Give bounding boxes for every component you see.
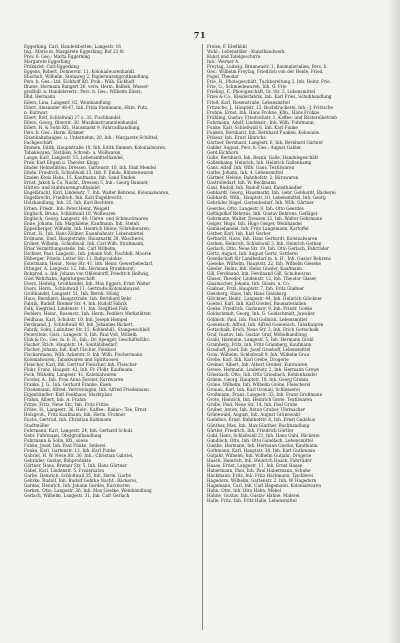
- directory-entry: Inh.: Werner A.: [207, 59, 240, 65]
- directory-entry: Gesellschaft für Landbedarf m. b. H., Inh. Gustav Behrens: [207, 255, 331, 261]
- directory-entry: Gebrüder Nagel, Gartenbedarf, Inh. Wilh. Gärtner: [207, 200, 314, 206]
- directory-entry: Friseur, Inh. Ernst Hinrichs: [207, 134, 266, 140]
- directory-entry: Fritze, Fritz, Neue Str., Inh. Fritz Fritze: [24, 402, 109, 408]
- directory-entry: Pers. h. Ges.: Herm. Krämer: [24, 129, 85, 135]
- directory-entry: Englisch, Georg, Langestr. 40, Uhren- und Schmuckwaren: [24, 215, 149, 221]
- directory-entry: Haase, Ernst, Langestr. 11, Inh. Ernst Haase: [207, 462, 303, 468]
- column-divider: [202, 44, 203, 630]
- directory-entry: Gabler, August, Pers. h. Ges.: August Gabler,: [207, 144, 302, 150]
- directory-entry: Galle, Bernhard, Inh. Bernh. Galle, Handelsgeschäft: [207, 155, 319, 161]
- directory-entry: Eilers, Georg, Oberstr. 30, Musikinstrumentenhandel: [24, 119, 138, 125]
- directory-entry: Frie, H., Photogeschäft, Tuchbereitung 2, Inh. Heinr. Frie,: [207, 79, 332, 85]
- directory-entry: Gemüsehandel, Inh. Fritz Langemann, Kartoffel: [207, 225, 309, 231]
- directory-entry: Ernst, H., Inh. Hans Zöllner, Eisenbahnstr. Lebensmittel: [24, 230, 144, 236]
- directory-entry: Feldhaus, Karl, Schulstr. 10, Inh. Joseph Hempel: [24, 316, 128, 322]
- directory-entry: Gaul, Rudolf, Inh. Rudolf Gaul, Kunsthändler: [207, 185, 303, 191]
- directory-entry: Hütten- und Stahlwarengroßhandel: [24, 185, 100, 191]
- directory-entry: Eigenhändler: Karl Fenkhaus, Marktplatz: [24, 392, 113, 398]
- directory-entry: Fabrik, Rudolf, Bremer Str. 4, Inh. Rudolf Fabrik: [24, 301, 127, 307]
- directory-entry: Gans, Adolf, Inh. Wilh. Gans, Textilwaren: [207, 165, 295, 171]
- directory-entry: Funke, Karl, Gartenstr. 13, Inh. Karl Funke: [24, 447, 116, 453]
- directory-entry: Greiner, Albert, Inh. Albert Greiner, Kurzwaren: [207, 361, 308, 367]
- directory-entry: Geflügelhof Behrens, Inh. Gustav Behrens, Geflügel-: [207, 210, 319, 216]
- directory-entry: Gieseke, Wilhelm, Hauptstr. 22, Inh. Wilhelm Gieseke: [207, 261, 321, 267]
- directory-entry: Prokurist: Carl Eggerking: [24, 64, 80, 70]
- directory-entry: Feuerstein, Gust., Langestr. 6, Inh. Paul Voß, Möbelh.: [24, 331, 138, 337]
- directory-entry: Frieß, Karl, Rosenstraße, Lebensmittel: [207, 99, 290, 105]
- directory-entry: Gosewisch, Alfred, Inh. Alfred Gosewisch, Tabakwaren: [207, 321, 324, 327]
- directory-entry: Wohl.: Lebenstöfer - Kunsthandwerk: [207, 49, 285, 55]
- directory-entry: Hahn, Otto, Inh. Otto Hahn, Möbel: [207, 488, 282, 494]
- directory-entry: Gebr. Fuhrmann, Obstgroßhandlung: [24, 432, 102, 438]
- directory-entry: Eggens, Robert, Donnerstr. 11, Kolonialwarenhandl.: [24, 69, 136, 75]
- directory-entry: Gramberg, Fritz, Inh. Fritz Gramberg, Kaufmann: [207, 341, 312, 347]
- directory-entry: Englisch, Bruno, Schloßwall 10, Wollwaren: [24, 210, 116, 216]
- directory-entry: Graf, Gustav, Inh. Gustav Graf, Möbelhandlung: [207, 331, 307, 337]
- directory-entry: Goldschmidt, Georg, Inh. G. Goldschmidt, Juwelier: [207, 311, 315, 317]
- right-column: [207, 44, 381, 634]
- directory-entry: Fischer, Johann, Inh. Kurt Fischer, Feinkost: [24, 346, 117, 352]
- directory-entry: Gust Wehrhahn, Agenturgeschäft: [24, 276, 95, 282]
- page-edge-shadow: [388, 0, 400, 643]
- directory-entry: Eilert, Rolf, Schloßwall 27 u. 32, Fischhandel.: [24, 114, 122, 120]
- directory-entry: Gehrke, Rudolf, Inh. Rudolf Gehrke Nachf., Bäckerei,: [24, 478, 138, 484]
- directory-entry: Frahm, Albert, Inh. A. Frahm: [24, 397, 87, 403]
- directory-entry: Gebrüder, Gustav, Rohprodukte: [24, 457, 92, 463]
- directory-entry: Gerlach, Wilhelm, Langestr. 31, Inh. Carl Gerlach: [24, 493, 130, 499]
- directory-entry: Eschner, Paul, Langestr., Inh. Johann Voß, Fischhdl. Moorse: [24, 250, 152, 256]
- directory-entry: Friedemann, Alfred, Vertretungen, Inh. Alfred Friedemann: [24, 387, 149, 393]
- directory-entry: Frühling, Gustav, Friedrichstr. 1, Kaffee- und Röstereibetrieb: [207, 114, 337, 120]
- directory-entry: Margarete Eggerking: [24, 59, 71, 65]
- directory-entry: Gronau, Karl, Inh. Karl Gronau, Schlosserei: [207, 387, 300, 393]
- directory-entry: Eppenberger, Wilhelm, Inh. Heinrich Bülow, Schreibwaren,: [24, 225, 151, 231]
- directory-entry: Gustke, Hermann, Inh. Hermann Gustke, Kaufmann: [207, 442, 318, 448]
- directory-entry: n. Kurzwar.: [24, 109, 49, 115]
- directory-entry: Gärtner, Helene, Bahnhofstr. 2, Bürowaren: [207, 175, 299, 181]
- directory-entry: Flohr, Franz, Haupstr. 42, Inh. Fr. Flohr, Kaufmann: [24, 367, 133, 372]
- directory-entry: großhdl. n. Handelsvertr., Pers. h. Ges.: Wilhelm Eilers,: [24, 89, 143, 95]
- directory-entry: Gerlach, Otto, Neue Str. 19, Inh. Otto Gerlach, Fahrräder: [207, 245, 329, 251]
- directory-entry: Freise, F. Ebelkühl: [207, 44, 247, 49]
- directory-entry: Grünewald, August, Inh. August Grünewald: [207, 412, 300, 418]
- directory-entry: Gröne, Wilhelm, Inh. Wilhelm Gröne, Fleischerei: [207, 382, 311, 388]
- directory-entry: Gutjahr, Wilhelm, Inh. Wilhelm Gutjahr, Drogerie: [207, 452, 312, 458]
- directory-entry: Franke, J. G., Inh. Gerhard Franke, Eisen: [24, 382, 112, 388]
- directory-entry: Stadtmüller: [24, 422, 50, 428]
- directory-entry: Evers, Hedwig, Großhandel, Inh. Max Eggers, Ernst Walter: [24, 281, 151, 287]
- directory-entry: Eilers, Lina, Langestr. 82, Weinhandlung: [24, 99, 111, 105]
- page-number: 71: [193, 30, 207, 40]
- directory-entry: Geerdes, Otto, Langestr. 8, Inh. Otto Geerdes: [207, 205, 304, 211]
- directory-entry: Fabrik, Sohn, Laßnitzer Str. 15, Kohlenhdl., Stangenschleif,: [24, 326, 151, 332]
- directory-entry: Eilert, Alexander 48-47, Inh. Frida Steinmann, Hüte, Putz,: [24, 104, 149, 110]
- directory-entry: Holzgroß., Fritz Kaufmann, Inh. Herm. Frohner: [24, 412, 126, 418]
- directory-entry: Frie, G., Schmiedewaren, Inh. G. Frie: [207, 84, 287, 90]
- directory-entry: Frieling, F., Photogeschäft, Gr. Str. 5, Lebensmittel: [207, 89, 316, 95]
- directory-entry: Prov. 6. Geo.: Marta Eggerking: [24, 54, 90, 60]
- directory-entry: Fröbe, H., Langestr. 36, Holz-, Kaffee-, Kakao-, Tee, Ernst: [24, 407, 147, 413]
- directory-entry: Günther, Max, Inh. Max Günther, Buchhandlung: [207, 422, 310, 428]
- directory-entry: Garbe, Heinrich, Schloßwall 35, Inh. Herm. Garbe: [24, 472, 132, 478]
- directory-entry: Fuhrmann, Karl, Langestr. 24, Inh. Gerhard Schulz: [24, 427, 133, 433]
- directory-entry: Gebhardt, Georg, Hausmarkt, Inh. Gebr. Gebhardt, Bäckerei: [207, 190, 336, 196]
- directory-entry: Kolonialwaren, Tabakwaren und Spirituosen: [24, 356, 119, 362]
- directory-entry: Forster, A., Inh. Frau Anna Forster, Kurzwaren: [24, 377, 124, 383]
- directory-entry: Goebel, Karl, Inh. Karl Goebel, Baumaterialien: [207, 301, 307, 307]
- directory-entry: Pogel, Theodor: [207, 74, 240, 80]
- directory-entry: Garbe, Johann, Inh. 4, Lebensmittel: [207, 170, 283, 176]
- directory-entry: Grau, Wilhelm, Schloßwall 9, Inh. Wilhelm Grau: [207, 351, 310, 357]
- directory-entry: Fuhrmann, Adolf, Lindenstr., Inh. Wilh. Fuhrmann,: [207, 119, 315, 125]
- directory-entry: Gerken, Otto, Langestr. 36, Inh. Max Goetke, Weinhandlung: [24, 488, 152, 494]
- directory-entry: Kunst und Tafelgeschirre: [207, 54, 261, 60]
- directory-entry: Gerd Eichhorn: [207, 149, 239, 155]
- directory-entry: Guthmann, Karl, Hauptstr. 30, Inh. Karl Guthmann: [207, 447, 316, 453]
- directory-entry: Gürtler, Friedrich, Inh. Friedrich Gürtler: [207, 427, 294, 433]
- directory-entry: Gebhardt, Wilh., Hauptstr. 10, Lebensmittel, Inh. Georg: [207, 195, 326, 201]
- directory-entry: Haus, Bernhard, Hauptstraße, Inh. Bernhard Behr: [24, 296, 132, 302]
- directory-entry: Glaßner, Fritz, Hauptstr. 7, Inh. Fritz Glaßner: [207, 286, 305, 292]
- directory-entry: Gerber, Karl, Inh. Karl Gerber: [207, 230, 271, 236]
- directory-entry: Fock, Wilhelm, Langestr. 41, Kolonialwaren: [24, 372, 117, 378]
- directory-entry: Gudehus, Ernst, Bahnhofstr. 6, Inh. Ernst Gudehus: [207, 417, 316, 423]
- directory-entry: Ettinger, A. Langestr. 12, Inh. Hermann Brunkhorst,: [24, 266, 136, 272]
- directory-entry: Gollnick, Paul, Inh. Paul Gollnick, Lebensmittel: [207, 316, 308, 322]
- directory-entry: Frohne, Ernst, Inh. Hans Frohne, Kfm., Hans Frohne: [207, 109, 320, 115]
- directory-entry: Geiger, Hugo, Inh. Hugo Geiger, Weinhandel: [207, 220, 302, 226]
- directory-entry: Funke, Josef, Inh. Paul Funke, Seilerei: [24, 442, 106, 448]
- directory-entry: Gerdes, Heinrich, Inh. Johann Gerdes, Kurzwaren: [24, 483, 130, 489]
- directory-entry: Ferdinand, J., Schloßwall 40, Inh. Johannes Rickert,: [24, 321, 134, 327]
- directory-entry: Guhl, Hans, Schloßwall 21, Inh. Hans Guhl, Bäckerei: [207, 432, 320, 438]
- directory-entry: Gottschalk, Erich, Neue Str. 3, Inh. Erich Gottschalk: [207, 326, 319, 332]
- directory-entry: Funke, Karl, Schloßwall 6, Inh. Karl Funke: [207, 124, 298, 130]
- directory-entry: Fritzsche, J., Hauptstr. 12, Buchdruckerei, Inh.: J. Fritzsche: [207, 104, 334, 110]
- directory-entry: Großhandel, Langestr. 51, Inh. Bernh. Hönig: [24, 291, 120, 297]
- directory-entry: Grebe, Karl, Inh. Karl Grebe, Drogerie: [207, 356, 289, 362]
- directory-entry: Eggerking, Carl, Handelsbotten, Langestr. 16: [24, 44, 121, 49]
- directory-entry: Glöckner, Heinr., Langestr. 44, Inh. Heinrich Glöckner: [207, 296, 323, 302]
- directory-entry: Freytag, Ludwig, Brunnenstr. 1, Baumaterialien, Pers. h.: [207, 64, 328, 70]
- directory-entry: Funken, Bernhard, Inh. Bernhard Funken, Kolonialw.: [207, 129, 320, 135]
- directory-entry: Großmann, Franz, Langestr. 33, Inh. Franz Großmann: [207, 392, 323, 398]
- directory-entry: Rohprod. u. Inh. Johann von Ohlendorff, Friedrich Hellwig,: [24, 271, 150, 277]
- directory-entry: Gabriel, H. W. Neue Str. 30, Inh.: Christian Gabriel,: [24, 452, 134, 458]
- directory-entry: Fischermann, Wilh. Ackerstr. 8, Inh. Wilh. Fischermann: [24, 351, 143, 357]
- directory-entry: Tabakwaren, Textilien, Schreib- u. Wollwaren: [24, 149, 121, 155]
- directory-entry: Gärtner, Bernhard, Langestr. 6, Inh. Bernhard Gärtner: [207, 139, 324, 145]
- directory-entry: Evers, Herm., Schloßwall 11, Gertrudis Kolonialwaren: [24, 286, 140, 292]
- directory-entry: Gastrobedarf, Inh. W. Beckmann: [207, 180, 276, 186]
- directory-entry: Ges.: Wilhelm Freytag, Friedrich von der Heide, Fried.: [207, 69, 324, 75]
- directory-entry: Emmen, Edith, Hauptstraße 10, Inh. Edith Emmen, Kolonialwaren,: [24, 144, 167, 150]
- directory-entry: Gerhardt, Hans, Inh. Hans Gerhardt, Kolonialwaren: [207, 235, 318, 241]
- directory-entry: Blume, Hermann Bangert 26, verw. Herm. Balbek, Wasser-: [24, 84, 150, 90]
- directory-entry: Haack, Heinrich, Inh. Heinrich Haack, Fahrräder: [207, 457, 312, 463]
- directory-entry: Gill, Ferdinand, Inh. Ferdinand Gill, Schuhwaren: [207, 271, 311, 277]
- directory-entry: Fuchs, Gertrud, Inh. Christian Kuhlmann: [24, 417, 112, 423]
- directory-entry: Hahne, Gustav, Inh. Gustav Hahne, Malerei: [207, 493, 300, 499]
- directory-entry: Grashoff, Josef, Inh. Josef Grashoff, Lebensmittel: [207, 346, 311, 352]
- directory-entry: Holzhandlung, Inh. 25, Inh. Karl Rechtern: [24, 200, 114, 206]
- directory-entry: Lange, Karl, Langestr. 15, Lebensmittelhandel,: [24, 155, 125, 161]
- directory-entry: Eßberger, Frieda, Lotter Str. 11, Rohprodukte: [24, 255, 122, 261]
- directory-entry: Ehd. Hermann: [24, 94, 56, 100]
- directory-entry: Eisenbahnbauges. u. Unternehm. 20, Inh.: Margarete Schüttel,: [24, 134, 159, 140]
- directory-entry: Hackmann, Fritz, Inh. Fritz Hackmann, Tischlerei: [207, 472, 314, 478]
- directory-entry: Glaser, Theodor, Lindenstr. 12, Inh. Theodor Glaser,: [207, 276, 318, 282]
- directory-entry: Goeke, Friedrich, Gartenstr. 9, Inh. Friedr. Goeke: [207, 306, 313, 312]
- directory-entry: Emden Kreis Hans, 15, Kaufmann, Inh. Sand Emden: [24, 175, 136, 181]
- directory-entry: Gehrmann, Walter, Dressen 12, Inh. Walter Gehrmann: [207, 215, 323, 221]
- directory-entry: Habermann, Paul, Inh. Paul Habermann, Schuhe: [207, 467, 311, 473]
- directory-entry: Grube, Paul, Neue Str. 14, Inh. Paul Grube: [207, 402, 298, 408]
- directory-entry: Gertz, August, Inh. August Gertz, Sattlerei: [207, 250, 298, 256]
- directory-entry: Emde, Friedrich, Schloßwall 13, Inh. F. Emde, Bürstenwaren: [24, 170, 154, 176]
- directory-entry: Griesbach, Otto, Inh. Otto Griesbach, Kohlenhandel: [207, 372, 317, 378]
- directory-entry: Engelbracht, Karl, Lindenstr. 7, Inh. Walter Behrens, Kolonialwaren,: [24, 190, 170, 196]
- directory-entry: Grahl, Hermann, Langestr. 5, Inh. Hermann Grahl: [207, 336, 314, 342]
- directory-entry: Hagedorn, Wilhelm, Gartenstr. 2, Inh. W. Hagedorn: [207, 478, 317, 484]
- directory-entry: Pers. h. Ges.: Ltd. Eickhoff Kfl. Prok.: Wilh. Eickhoff: [24, 79, 135, 85]
- directory-entry: Gäbel, Karl, Lindenstr. 5, Frisiersalon: [24, 467, 105, 473]
- directory-entry: Falk, Siegfried, Lindenstr. 11, Inh. Siegfried Falk: [24, 306, 128, 312]
- directory-entry: Gundlach, Otto, Inh. Otto Gundlach, Lebensmittel: [207, 437, 314, 443]
- directory-entry: Eilert, H. & Sohn Kfl., Hausmarkt 9, Fahrradhandlung,: [24, 124, 141, 130]
- directory-entry: Erdner, Wilhelm, Schloßwall, Inh. Carl Wilh. Strahmann,: [24, 240, 145, 246]
- directory-entry: Fuhrmann & Sohn, Kfl., sowie: [24, 437, 88, 443]
- directory-entry: Grewe, Hermann, Lindenstr. 2, Inh. Hermann Grewe: [207, 367, 320, 372]
- directory-entry: Fedders, Heinr., Rosenstr., Inh. Herm. Fedders Werkstätten: [24, 311, 151, 317]
- directory-entry: Fries & Co., Kleiderfabrik, Inh. Karl Fries, Schuhhandlung: [207, 94, 332, 100]
- directory-entry: Fink & Co., Ges. m. b. H., Inh.: Dr. Spenger, Geschäftsführ.:: [24, 336, 151, 342]
- directory-entry: Halle, Fritz, Inh. Fritz Halle, Lebensmittel: [207, 498, 297, 504]
- directory-entry: Glasmacher, Johann, Inh. Glasm. u. Co.: [207, 281, 290, 287]
- directory-entry: Ernst, Jakob & Co. Nachf., Dressen 5, Inh.: Georg Bannier,: [24, 180, 149, 186]
- directory-entry: Ebscholt, Wilhelm, Steinweg 2, Papierwarengroßhandlung.: [24, 74, 150, 80]
- directory-entry: Enne, Johann, Inh. Magdalene, Kaufmann, Inh. Steinh.: [24, 220, 141, 226]
- directory-entry: Gruber, Anton, Inh. Anton Gruber, Uhrmacher: [207, 407, 305, 413]
- directory-entry: Prok. Karl Eitgen u. Theodor Klopp: [24, 160, 99, 166]
- directory-entry: Gallenkamp, Heinrich, Inh. Heinrich Gallenkamp: [207, 160, 312, 166]
- left-column: [24, 44, 198, 634]
- directory-entry: Engelbrecht, Friedrich, Inh. Karl Engelbrecht,: [24, 195, 123, 201]
- directory-entry: Erdmann, Emil, Hauptstraße, Hausmarkt 28, Wäscherei,: [24, 235, 145, 241]
- directory-entry: Erben, Friedr., Inh. Peter Heinr. Weigelt: [24, 205, 110, 211]
- directory-entry: Fleischer, Karl, Inh. Gertrud Fleischer, Inh. Fleischer: [24, 361, 137, 367]
- directory-entry: Fachgeschäft: [24, 139, 53, 145]
- directory-entry: Fischer, Erich, Hauptstr. 14, Sanitätsbedarf,: [24, 341, 118, 347]
- directory-entry: Emder Heimstätten, Dressen, Gartenstr. 10, Inh. Emil Mendel: [24, 165, 156, 171]
- directory-entry: Grimm, Georg, Hauptstr. 18, Inh. Georg Grimm: [207, 377, 308, 383]
- directory-entry: Ing.: Marie m. Margarete Eggerking, Rof 22 0t: [24, 49, 124, 55]
- directory-entry: Erler Vermittlungsstelle, Inh. Carl Wilhelm,: [24, 245, 117, 251]
- directory-entry: Gerken, Heinrich, Schloßwall 3, Inh. Heinrich Gerken: [207, 240, 322, 246]
- directory-entry: Grote, Heinrich, Inh. Heinrich Grote, Textilwaren: [207, 397, 313, 403]
- directory-entry: Gärtner, Hans, Bremer Str. 5, Inh. Hans Gärtner: [24, 462, 127, 468]
- directory-entry: Gleisberg, Hans, Inh. Hans Gleisberg: [207, 291, 287, 297]
- directory-entry: Estermann, Heinr., Neue Str. 41, Inh. Heinr. Gewerbebedarf,: [24, 261, 154, 267]
- directory-entry: Hagemann, Carl, Inh. Carl Hagemann, Kolonialwaren: [207, 483, 321, 489]
- directory-entry: Giesler, Heinz, Inh. Heinz Giesler, Kaufmann: [207, 266, 302, 272]
